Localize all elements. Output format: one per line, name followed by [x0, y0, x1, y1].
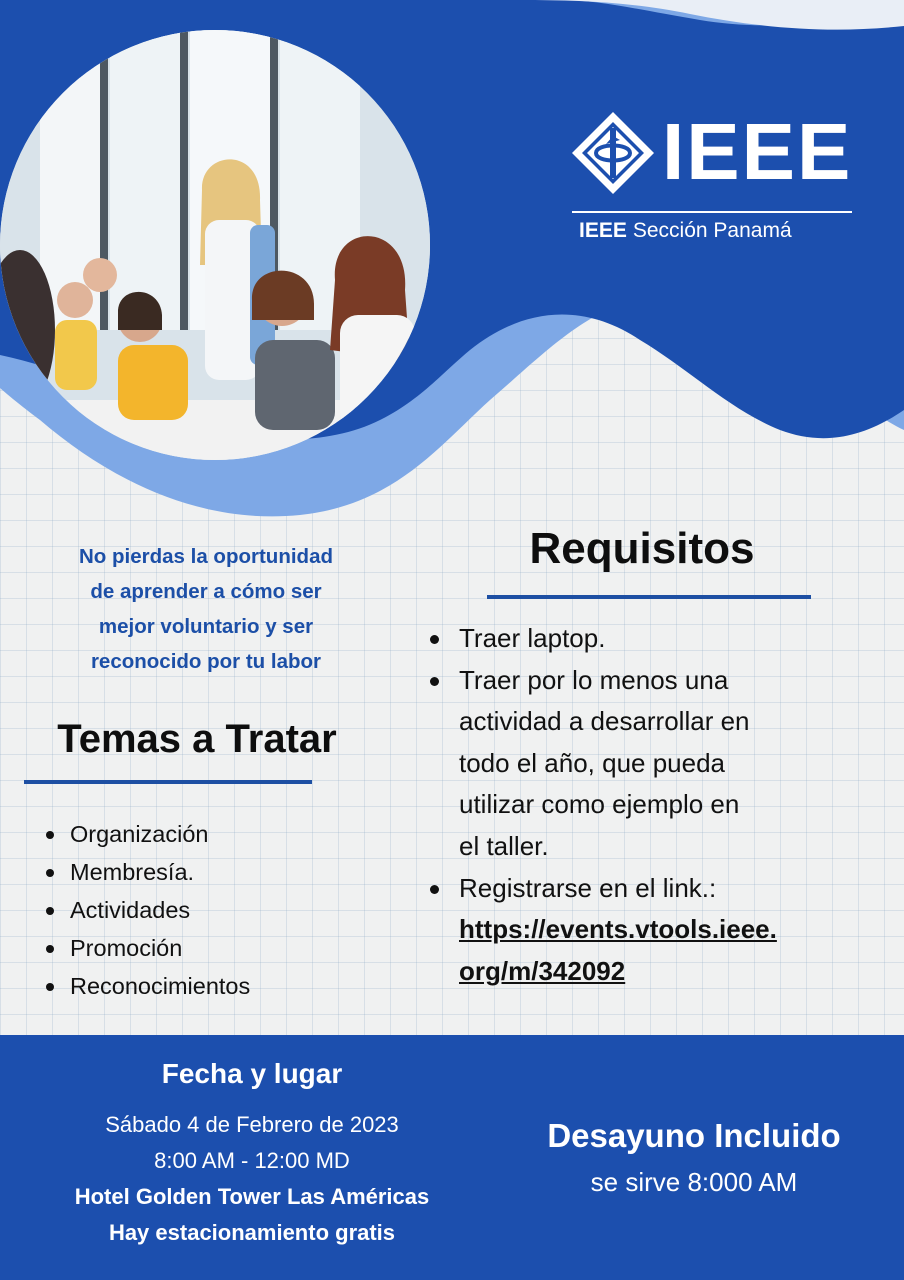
- requisito-text: utilizar como ejemplo en: [459, 789, 740, 820]
- fecha-heading: Fecha y lugar: [161, 1058, 343, 1089]
- requisitos-list: [428, 618, 868, 992]
- requisito-text: Traer laptop.: [459, 623, 606, 653]
- requisitos-underline: [487, 595, 811, 599]
- temas-item: Membresía.: [46, 853, 250, 891]
- section-name-bold: IEEE: [579, 219, 627, 242]
- requisito-text: actividad a desarrollar en: [459, 706, 750, 737]
- event-date: Sábado 4 de Febrero de 2023: [105, 1112, 399, 1137]
- temas-item: Organización: [46, 815, 250, 853]
- requisito-laptop: [428, 618, 868, 660]
- requisito-text: Traer por lo menos una: [459, 664, 729, 695]
- desayuno-heading: Desayuno Incluido: [547, 1117, 841, 1154]
- registration-link-line[interactable]: https://events.vtools.ieee.: [459, 914, 777, 945]
- temas-underline: [24, 780, 312, 784]
- temas-item: Actividades: [46, 891, 250, 929]
- registration-link-line[interactable]: org/m/342092: [459, 955, 626, 986]
- requisitos-heading: Requisitos: [529, 524, 755, 573]
- desayuno-time: se sirve 8:000 AM: [590, 1167, 798, 1197]
- fecha-details: [20, 1107, 484, 1251]
- requisito-text: todo el año, que pueda: [459, 747, 726, 778]
- requisito-text: Registrarse en el link.:: [459, 872, 717, 903]
- section-name-rest: Sección Panamá: [632, 219, 792, 242]
- temas-item: Reconocimientos: [46, 967, 250, 1005]
- intro-message: [24, 539, 388, 679]
- event-venue: Hotel Golden Tower Las Américas: [74, 1184, 430, 1209]
- temas-item: Promoción: [46, 929, 250, 967]
- requisito-text: el taller.: [459, 830, 549, 861]
- requisito-registro: [428, 868, 868, 993]
- intro-line: mejor voluntario y ser: [98, 615, 314, 638]
- volunteers-illustration: [0, 30, 430, 460]
- registration-link[interactable]: [459, 909, 868, 992]
- ieee-wordmark: IEEE: [662, 107, 853, 196]
- section-name: [579, 218, 855, 244]
- requisito-actividad: [428, 660, 868, 868]
- event-parking: Hay estacionamiento gratis: [108, 1220, 396, 1245]
- temas-heading: Temas a Tratar: [57, 717, 337, 761]
- ieee-logo: [570, 108, 854, 248]
- temas-list: [46, 815, 250, 1005]
- intro-line: reconocido por tu labor: [90, 650, 322, 673]
- intro-line: de aprender a cómo ser: [90, 580, 322, 603]
- logo-divider: [572, 211, 852, 213]
- ieee-diamond-icon: [570, 110, 656, 196]
- intro-line: No pierdas la oportunidad: [79, 545, 333, 568]
- volunteers-photo: [0, 30, 430, 460]
- event-time: 8:00 AM - 12:00 MD: [154, 1148, 350, 1173]
